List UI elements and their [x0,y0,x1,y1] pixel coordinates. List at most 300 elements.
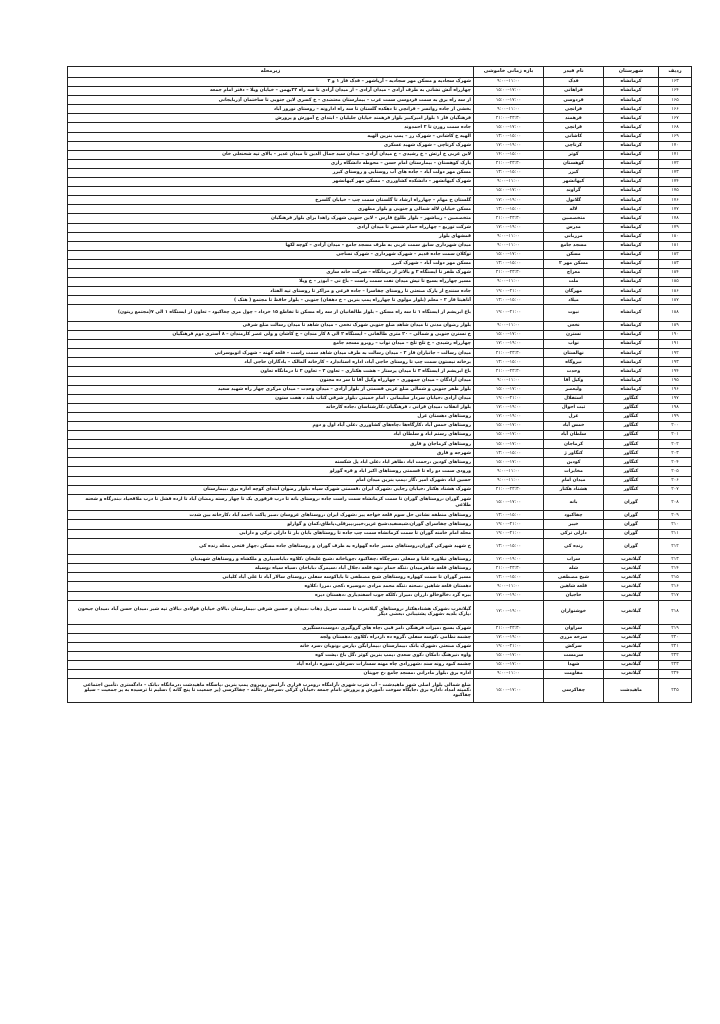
cell-feeder: سلطان آباد [544,431,604,440]
table-row [68,196,692,205]
cell-time: ۱۱:۰۰–۹:۰۰ [474,105,544,114]
cell-desc: روستاهای کرماجان و فارق [68,440,474,449]
cell-feeder: مرزبانی [544,232,604,241]
cell-radif: ۱۸۳ [659,259,692,268]
cell-radif: ۱۹۳ [659,358,692,367]
cell-desc: بیره گرد ،خالوخالو ،ارزان ،میراز ،کلکه جوب اسفندیاری ،دهستان دیره [68,591,474,600]
cell-feeder: خوشنواران [544,600,604,624]
cell-city: کرمانشاه [604,268,659,277]
table-row [68,600,692,624]
cell-radif: ۱۶۹ [659,132,692,141]
cell-feeder: چقاکرسی [544,679,604,703]
cell-feeder: کوهستان [544,159,604,168]
cell-radif: ۱۸۱ [659,241,692,250]
cell-time: ۱۹:۰۰–۱۷:۰۰ [474,223,544,232]
cell-time: ۲۳:۳۰–۲۱:۰۰ [474,214,544,223]
cell-time: ۱۱:۰۰–۹:۰۰ [474,467,544,476]
cell-time: ۱۷:۰۰–۱۵:۰۰ [474,421,544,430]
cell-time: ۱۹:۰۰–۱۷:۰۰ [474,633,544,642]
cell-feeder: شیخ مصطفی [544,573,604,582]
cell-desc: روستاهای منطقه نشانی حل سوم قلعه خواجه پیر ،شهرک ایران ،روستاهای عروسان ،صبر پاکت ،احمد آباد ،کارخانه بین شدت [68,511,474,520]
cell-desc: پارک کوهستان – بیمارستان امام حسن – محوطه دانشگاه رازی [68,159,474,168]
cell-desc: متخصصین – زیباشهر – بلوار طلوع فارس – لاین جنوبی شهرک زاهدا برای بلوار فرهنگیان [68,214,474,223]
cell-desc: حسین اباد ،شهرک امیر ،گاز ،پمپ بنزین میدان امام [68,476,474,485]
cell-time: ۱۷:۰۰–۱۵:۰۰ [474,494,544,511]
cell-desc: ضلع شمالی بلوار اصلی شهر ماهیدشت – آب شرب شهری ،آرامگاه ،رومرب فراری ،آرامس روبروی پمپ بنزین ،پاسگاه ماهیدشت ،درمانگاه ،بانک – دادگستری ،تأمین اجتماعی ،کمیته امداد ،اداره برق ،جایگاه سوخت ،آموزش و پرورش ،امام جمعه ،خیابان کرکی ،سرچغار ،ثالثه – چقاکرسی (پر جمعیت تا پنج گانه ) ،سلیم تا ترسیده به پر جمعیت – سیلو چقاکبود [68,679,474,703]
cell-radif: ۱۹۹ [659,412,692,421]
table-row [68,367,692,376]
table-row [68,123,692,132]
table-row [68,573,692,582]
cell-radif: ۱۶۶ [659,105,692,114]
cell-feeder: وحدت [544,367,604,376]
cell-city: کنگاور [604,467,659,476]
table-row [68,250,692,259]
cell-time: ۱۵:۰۰–۱۳:۰۰ [474,296,544,305]
cell-city: کرمانشاه [604,278,659,287]
cell-city: گیلانغرب [604,555,659,564]
cell-radif: ۱۷۲ [659,159,692,168]
cell-desc: توکلان سمت جاده قدیم – شهرک شهرداری – شهرک نساجی [68,250,474,259]
cell-time: ۱۹:۰۰–۱۷:۰۰ [474,340,544,349]
cell-time: ۱۷:۰۰–۱۵:۰۰ [474,331,544,340]
cell-radif: ۲۰۲ [659,440,692,449]
cell-desc: مسکن مهر دولت آباد – جاده های آب روستایی و روستای کیزر [68,168,474,177]
cell-time: ۱۵:۰۰–۱۴:۰۰ [474,150,544,159]
table-row [68,651,692,660]
cell-radif: ۱۸۴ [659,268,692,277]
cell-time: ۱۷:۰۰–۱۵:۰۰ [474,651,544,660]
cell-desc: میدان آزادی ،خیابان سردار سلیمانی ، امام خمینی ،بلوار شرقی کتاب بلند ، هفت ستون [68,394,474,403]
table-header-row [68,67,692,78]
cell-radif: ۱۷۰ [659,141,692,150]
cell-radif: ۱۶۸ [659,123,692,132]
cell-radif: ۱۷۵ [659,187,692,196]
cell-time: ۲۳:۳۰–۲۱:۰۰ [474,485,544,494]
cell-radif: ۱۶۵ [659,96,692,105]
cell-time: ۱۱:۰۰–۹:۰۰ [474,241,544,250]
cell-feeder: نیروگاه [544,358,604,367]
cell-feeder: نواب [544,340,604,349]
cell-radif: ۱۸۷ [659,296,692,305]
table-row [68,385,692,394]
cell-radif: ۱۹۰ [659,331,692,340]
cell-radif: ۱۸۵ [659,278,692,287]
cell-city: ماهیدشت [604,679,659,703]
cell-city: کرمانشاه [604,287,659,296]
cell-time: ۱۱:۰۰–۹:۰۰ [474,376,544,385]
cell-time: ۱۱:۰۰–۹:۰۰ [474,78,544,87]
cell-feeder: استقلال [544,394,604,403]
cell-feeder: میلاد [544,296,604,305]
cell-desc: بلوار انقلاب ،میدان قرانی ، فرهنگیان ،کارشناسان ،جاده کارخانه [68,403,474,412]
cell-feeder: کودین [544,458,604,467]
table-row [68,511,692,520]
cell-radif: ۱۷۶ [659,196,692,205]
table-row [68,358,692,367]
cell-feeder: میدان امام [544,476,604,485]
cell-feeder: سرکش [544,642,604,651]
table-row [68,132,692,141]
table-row [68,223,692,232]
table-row [68,670,692,679]
cell-feeder: بانه [544,494,604,511]
table-row [68,403,692,412]
cell-desc: بلوار رضوان مدنی تا میدان شاهد ضلع جنوبی شهرک نخعی – میدان شاهد تا میدان رسالت ضلع شرقی [68,321,474,330]
table-row [68,633,692,642]
cell-time: ۱۱:۰۰–۹:۰۰ [474,178,544,187]
table-row [68,431,692,440]
cell-city: گوران [604,520,659,529]
cell-city: گیلانغرب [604,564,659,573]
cell-feeder: قلعه شاهین [544,582,604,591]
cell-feeder: فراهانی [544,87,604,96]
cell-city: گیلانغرب [604,651,659,660]
header-feeder: نام فیدر [544,67,604,78]
cell-city: کرمانشاه [604,132,659,141]
cell-time: ۱۱:۰۰–۹:۰۰ [474,582,544,591]
cell-city: کرمانشاه [604,376,659,385]
cell-desc: محله امام خامنه گوران تا سمت کرمانشاه سمت چپ جاده تا روستاهای بابان باز تا دارلی ترکی و دارابی [68,529,474,538]
cell-city: گوران [604,538,659,555]
cell-feeder: چقاکبود [544,511,604,520]
cell-desc: میدان رسالت – جانبازان فاز ۲ – میدان رسالت به طرف میدان شاهد سمت راست – قلعه کهنه – شهرک اتوبوسرانی [68,349,474,358]
cell-desc: چشمه کبود رونه سند ،شهرزادی چاه مهنه سسارات ،سرعلی ،سوزه ،ازاده آیاد [68,661,474,670]
table-row [68,278,692,287]
table-row [68,150,692,159]
table-row [68,467,692,476]
cell-radif: ۲۱۹ [659,624,692,633]
cell-time: ۱۹:۰۰–۱۷:۰۰ [474,412,544,421]
cell-radif: ۱۶۳ [659,78,692,87]
cell-city: کنگاور [604,431,659,440]
cell-radif: ۲۱۱ [659,529,692,538]
cell-feeder: مخابرات [544,467,604,476]
cell-time: ۱۵:۰۰–۱۳:۰۰ [474,132,544,141]
cell-desc: بلوار ظفر جنوبی و شمالی ضلع غربی قسمتی از بلوار آزادی – میدان وحدت – میدان مرکزی چهار راه شهید سعید [68,385,474,394]
cell-time: ۱۵:۰۰–۱۳:۰۰ [474,358,544,367]
cell-city: کرمانشاه [604,305,659,322]
cell-radif: ۲۰۶ [659,476,692,485]
cell-time: ۱۱:۰۰–۹:۰۰ [474,670,544,679]
outage-schedule-table [67,66,692,703]
cell-radif: ۱۹۵ [659,376,692,385]
cell-city: گیلانغرب [604,642,659,651]
table-row [68,321,692,330]
cell-desc: - [68,187,474,196]
table-row [68,141,692,150]
cell-desc: شهرک کیهانشهر – دانشکده کشاورزی – مسکن مهر کیهانشهر [68,178,474,187]
cell-city: کرمانشاه [604,178,659,187]
cell-desc: چشمه نظامی ،کوسه سفلی ،گروه ده ،ازدراه ،کلاوی ،دهستان ولجه [68,633,474,642]
cell-radif: ۱۷۸ [659,214,692,223]
cell-city: کرمانشاه [604,385,659,394]
table-row [68,187,692,196]
cell-feeder: زنده کی [544,538,604,555]
cell-desc: لاین غربی خ ارتش – خ رشیدی – خ میدان آزادی – میدان سید جمال الدین تا میدان غدیر – بالای تپه شحنعلی خان [68,150,474,159]
cell-time: ۱۹:۰۰–۱۷:۰۰ [474,141,544,150]
table-row [68,520,692,529]
cell-feeder: نبوت [544,305,604,322]
cell-city: کرمانشاه [604,168,659,177]
cell-feeder: سراب [544,555,604,564]
table-row [68,340,692,349]
cell-city: کرمانشاه [604,232,659,241]
cell-time: ۱۹:۰۰–۱۷:۰۰ [474,600,544,624]
cell-city: کنگاور [604,440,659,449]
cell-feeder: کرماجان [544,440,604,449]
cell-city: کرمانشاه [604,340,659,349]
table-row [68,87,692,96]
cell-radif: ۲۰۰ [659,421,692,430]
cell-desc: چهارراه رشیدی – خ تلخ تلخ – میدان نواب – روبرو مسجد جامع [68,340,474,349]
cell-time: ۲۳:۳۰–۲۱:۰۰ [474,159,544,168]
header-radif: ردیف [659,67,692,78]
cell-feeder: مسکن [544,250,604,259]
cell-city: کرمانشاه [604,205,659,214]
cell-desc: خ نسترن جنوبی و شمالی – ۲۰ متری طالقانی – ایستگاه ۲ الی ۸ کار مندان – خ کاشان و ولی عصر کارمندان – ۸ آستری دوم فرهنگیان [68,331,474,340]
table-row [68,529,692,538]
header-city: شهرستان [604,67,659,78]
cell-feeder: کرناچی [544,141,604,150]
cell-feeder: دارلی ترکی [544,529,604,538]
cell-radif: ۲۲۲ [659,651,692,660]
cell-time: ۱۱:۰۰–۹:۰۰ [474,232,544,241]
cell-radif: ۲۲۰ [659,633,692,642]
cell-radif: ۲۱۶ [659,582,692,591]
table-row [68,168,692,177]
cell-radif: ۱۸۸ [659,305,692,322]
table-row [68,661,692,670]
header-time: بازه زمانی خاموشی [474,67,544,78]
cell-desc: شهرجه و فارق [68,449,474,458]
outage-table-page [67,66,691,703]
cell-city: کرمانشاه [604,296,659,305]
cell-desc: روستاهای خمس آباد ،کارگاه‌ها ،چاه‌های کشاورزی ،علی آباد اول و دوم [68,421,474,430]
cell-feeder: گراوند [544,187,604,196]
cell-feeder: متخصصین [544,214,604,223]
cell-feeder: کیهانشهر [544,178,604,187]
cell-feeder: نخعی [544,321,604,330]
cell-city: کنگاور [604,458,659,467]
table-row [68,214,692,223]
table-row [68,476,692,485]
cell-feeder: سراوان [544,624,604,633]
cell-time: ۲۳:۳۰–۲۱:۰۰ [474,349,544,358]
cell-feeder: مدرس [544,223,604,232]
cell-feeder: سرمست [544,651,604,660]
cell-desc: روستاهای نیلاوره علیا و سفلی ،سرچگاه ،چقاکبود ،چوپاخانه ،شیخ علیخان ،کلاوه ،باباسبیاری و ملکشاه و روستاهای شهیدیان [68,555,474,564]
cell-radif: ۲۰۱ [659,431,692,440]
cell-radif: ۱۸۶ [659,287,692,296]
cell-city: گیلانغرب [604,573,659,582]
cell-desc: مسکن خیابان لاله شمالی و جنوبی و بلوار مطهری [68,205,474,214]
table-row [68,421,692,430]
cell-time: ۲۳:۳۰–۲۱:۰۰ [474,564,544,573]
cell-feeder: کوثر [544,150,604,159]
cell-radif: ۲۱۷ [659,591,692,600]
cell-city: کنگاور [604,403,659,412]
cell-time: ۱۵:۰۰–۱۳:۰۰ [474,259,544,268]
cell-radif: ۲۰۵ [659,467,692,476]
cell-time: ۱۵:۰۰–۱۳:۰۰ [474,511,544,520]
cell-radif: ۱۸۰ [659,232,692,241]
cell-desc: دهستان قلعه شاهین ،صحنه ،تنگه محمد مرادی ،دوسیره ،کجی ،مرزا ،کلاوه [68,582,474,591]
cell-feeder: وکیل آقا [544,376,604,385]
header-desc: زیرمحله [68,67,474,78]
table-row [68,538,692,555]
cell-desc: مسیر چهارراه بسیج تا تپش میدان نفت سمت راست – باغ نی – ابوذر – خ ویلا [68,278,474,287]
cell-feeder: مسکن مهر ۲ [544,259,604,268]
cell-time: ۲۱:۰۰–۱۹:۰۰ [474,520,544,529]
cell-feeder: معراج [544,268,604,277]
cell-desc: الهیه خ کاشانی – شهرک رز – پمپ بنزین الهیه [68,132,474,141]
cell-time: ۱۷:۰۰–۱۵:۰۰ [474,431,544,440]
cell-city: کرمانشاه [604,141,659,150]
cell-radif: ۱۷۹ [659,223,692,232]
cell-feeder: فرانچی [544,105,604,114]
cell-city: کنگاور [604,394,659,403]
cell-desc: شهرک بسیج ،میرات فرهنگی ،امر قبی ،چاه های گروگیری ،دوست‌دستگیری [68,624,474,633]
cell-radif: ۱۸۲ [659,250,692,259]
table-row [68,440,692,449]
cell-desc: میدان شهرداری سابق سمت غربی به طرف مسجد جامع – میدان آزادی – کوچه لکها [68,241,474,250]
cell-city: کرمانشاه [604,105,659,114]
cell-city: کنگاور [604,476,659,485]
cell-radif: ۲۱۰ [659,520,692,529]
cell-time: ۱۷:۰۰–۱۵:۰۰ [474,123,544,132]
cell-radif: ۲۲۴ [659,670,692,679]
cell-city: کرمانشاه [604,78,659,87]
cell-feeder: مهرگان [544,287,604,296]
table-row [68,268,692,277]
table-row [68,331,692,340]
cell-city: گیلانغرب [604,661,659,670]
cell-desc: ورودی سمت دو راه تا قسمتی روستاهای اکبر اباد و قره گوزلو [68,467,474,476]
cell-time: ۱۵:۰۰–۱۳:۰۰ [474,168,544,177]
cell-desc: خ شهید شهرکی گوران،روستاهای مسیر جاده گهواره به طرف گوران و روستاهای جاده مسکن ،چهار فتحی محله زنده کی [68,538,474,555]
cell-time: ۱۵:۰۰–۱۳:۰۰ [474,205,544,214]
cell-feeder: کاشانی [544,132,604,141]
cell-desc: میدان آزادگان – میدان جمهوری – چهارراه وکیل آقا تا سر ده مجنون [68,376,474,385]
cell-radif: ۲۰۸ [659,494,692,511]
cell-time: ۱۷:۰۰–۱۵:۰۰ [474,187,544,196]
cell-radif: ۲۱۲ [659,538,692,555]
cell-radif: ۱۹۴ [659,367,692,376]
table-row [68,624,692,633]
cell-city: کنگاور [604,412,659,421]
cell-desc: قمشهای بلوار [68,232,474,241]
cell-time: ۱۱:۰۰–۹:۰۰ [474,476,544,485]
cell-feeder: هشتاد هکتار [544,485,604,494]
cell-feeder: سرخه مرزی [544,633,604,642]
cell-city: گیلانغرب [604,624,659,633]
cell-time: ۲۳:۳۰–۲۱:۰۰ [474,624,544,633]
cell-radif: ۱۶۴ [659,87,692,96]
table-row [68,394,692,403]
cell-desc: شهرک کرناچی – شهرک شهید عسکری [68,141,474,150]
cell-radif: ۲۲۵ [659,679,692,703]
cell-city: کرمانشاه [604,87,659,96]
cell-city: گیلانغرب [604,600,659,624]
cell-desc: شهرک صنعتی ،شهرک بانک ،بیمارستان ،بیمارابگن ،پارس ،ونوبان ،سرد خانه [68,642,474,651]
cell-feeder: کنگاور ژ [544,449,604,458]
cell-city: کرمانشاه [604,250,659,259]
cell-feeder: لاله [544,205,604,214]
cell-desc: جاده سمت روزن تا ۲ احمدوند [68,123,474,132]
cell-desc: روستاهای دهستان غزل [68,412,474,421]
cell-city: کرمانشاه [604,349,659,358]
cell-desc: اداره برق ،بلوار مادرانی ،مسجد جامع ،خ جوینان [68,670,474,679]
table-row [68,259,692,268]
cell-feeder: فرهمند [544,114,604,123]
cell-city: کرمانشاه [604,367,659,376]
cell-time: ۲۳:۳۰–۲۱:۰۰ [474,268,544,277]
cell-radif: ۱۷۴ [659,178,692,187]
cell-city: کنگاور [604,421,659,430]
table-body [68,78,692,703]
cell-feeder: ثبت احوال [544,403,604,412]
cell-radif: ۲۱۸ [659,600,692,624]
cell-feeder: شهدا [544,661,604,670]
cell-time: ۱۷:۰۰–۱۵:۰۰ [474,440,544,449]
table-row [68,305,692,322]
cell-radif: ۲۱۳ [659,555,692,564]
cell-radif: ۱۹۸ [659,403,692,412]
cell-time: ۱۷:۰۰–۱۵:۰۰ [474,87,544,96]
cell-time: ۱۷:۰۰–۱۵:۰۰ [474,458,544,467]
cell-city: کرمانشاه [604,321,659,330]
cell-desc: جاده سنندج از پارک صنعتی تا روستای چقاسرا – جاده فرعی و مراکز تا روستای تپه الفتاد [68,287,474,296]
table-row [68,412,692,421]
cell-desc: برخانه نیستون سمت چپ تا روستای حاجی آباد، اداره استاندارد – کارخانه آلمالک – یادگاران حاجی آباد [68,358,474,367]
cell-desc: از سه راه برق به سمت فردوسی سمت غرب – بیمارستان معتضدی – خ کسری لاین جنوبی تا ساختمان آذربایجانی [68,96,474,105]
cell-time: ۱۱:۰۰–۹:۰۰ [474,278,544,287]
table-row [68,287,692,296]
cell-city: کرمانشاه [604,331,659,340]
cell-city: گیلانغرب [604,670,659,679]
cell-desc: گلستان خ مهام – چهارراه ارشاد تا گلستان سمت چپ – خیابان گلسرخ [68,196,474,205]
cell-desc: باغ ابریشم از ایستگاه ۳ تا میدان پرستار – هشت هکتاری – تعاون ۳ – تعاون ۲ تا درمانگاه تعاون [68,367,474,376]
cell-desc: گیلانغرب ،شهرک هشتادهکتار ،روستاهای گیلانغرب تا سمت سرپل ذهاب ،میدان و حسین شرقی ،بیمارستان ،بالای خیابان فولادی ،بالای تپه شیر ،میدان حسن آباد ،میدان جیحون ،پارک بلدیه ،شهرک پشتیبانی ،بعضی دیگر [68,600,474,624]
cell-feeder: غزل [544,412,604,421]
cell-feeder: نهالستان [544,349,604,358]
cell-city: کرمانشاه [604,259,659,268]
cell-desc: فرهنگیان فاز ۱ بلوار امیرکبیر بلوار فرهمند خیابان جلیلیان – ابتدای خ آموزش و پرورش [68,114,474,123]
cell-feeder: کیزر [544,168,604,177]
cell-city: کنگاور [604,449,659,458]
table-row [68,159,692,168]
cell-city: کرمانشاه [604,114,659,123]
cell-desc: مسکن مهر دولت آباد – شهرک کیزر [68,259,474,268]
table-row [68,555,692,564]
cell-time: ۱۵:۰۰–۱۳:۰۰ [474,573,544,582]
cell-desc: روستاهای رستم اباد و سلطان اباد [68,431,474,440]
cell-city: کنگاور [604,485,659,494]
cell-city: گیلانغرب [604,633,659,642]
cell-radif: ۱۹۲ [659,349,692,358]
cell-radif: ۲۰۷ [659,485,692,494]
cell-city: کرمانشاه [604,241,659,250]
cell-city: کرمانشاه [604,214,659,223]
cell-feeder: ولیعصر [544,385,604,394]
table-row [68,232,692,241]
cell-city: گوران [604,511,659,520]
table-row [68,78,692,87]
cell-radif: ۱۹۱ [659,340,692,349]
cell-radif: ۲۲۳ [659,661,692,670]
cell-feeder: ملت [544,278,604,287]
